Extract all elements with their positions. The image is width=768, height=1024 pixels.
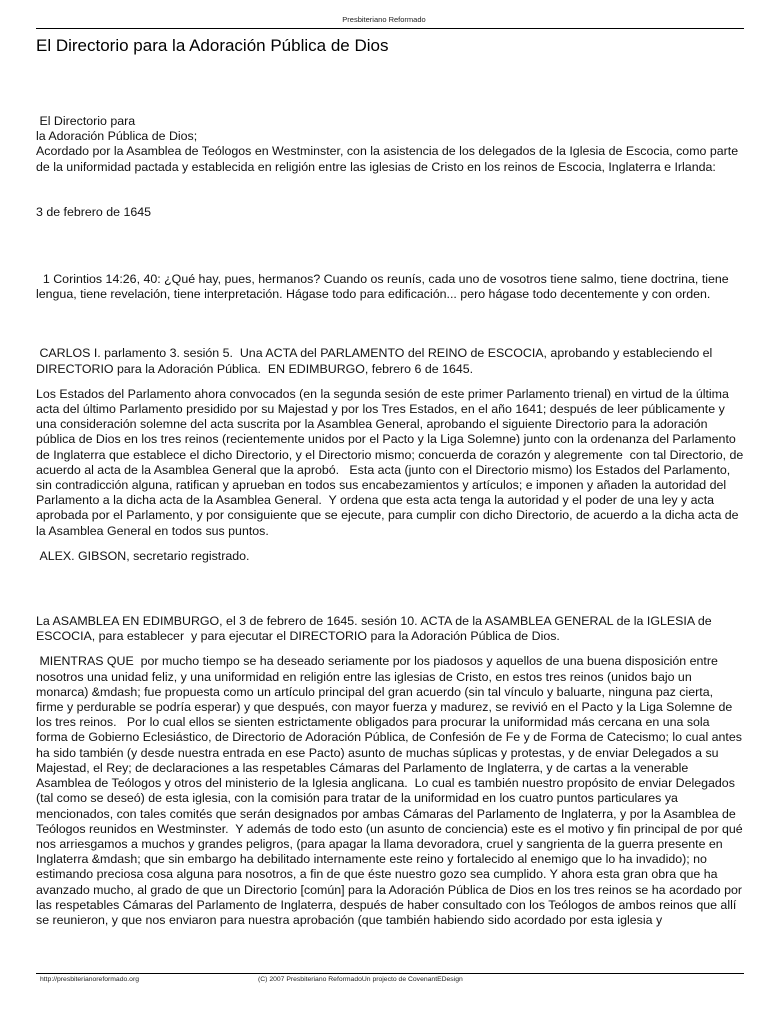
intro-paragraph: El Directorio para la Adoración Pública de Dios; Acordado por la Asamblea de Teólogos en Westminster, con la asistencia de los delegados de la Iglesia de Escocia, como parte de la uniformidad pactada y establecida en religión entre las iglesias de Cristo en los reinos de Escocia, Inglaterra e Irlanda:	[36, 114, 739, 174]
footer-copyright: (C) 2007 Presbiteriano ReformadoUn projecto de CovenantEDesign	[258, 976, 463, 983]
assembly-heading-paragraph: La ASAMBLEA EN EDIMBURGO, el 3 de febrero de 1645. sesión 10. ACTA de la ASAMBLEA GENERAL de la IGLESIA de ESCOCIA, para establecer y para ejecutar el DIRECTORIO para la Adoración Pública de Dios.	[36, 614, 716, 644]
footer-url-link[interactable]: http://presbiterianoreformado.org	[40, 976, 139, 983]
date-paragraph: 3 de febrero de 1645	[36, 204, 152, 219]
assembly-body-paragraph: MIENTRAS QUE por mucho tiempo se ha deseado seriamente por los piadosos y aquellos de una buena disposición entre nosotros una unidad feliz, y una uniformidad en religión entre las iglesias de Cristo, en estos tres reinos (unidos bajo un monarca) &mdash; fue propuesta como un artículo principal del gran acuerdo (sin tal vínculo y baluarte, ninguna paz cierta, firme y perdurable se podría esperar) y que después, con mayor fuerza y madurez, se revivió en el Pacto y la Liga Solemne de los tres reinos. Por lo cual ellos se sienten estrictamente obligados para procurar la uniformidad más cercana en una sola forma de Gobierno Eclesiástico, de Directorio de Adoración Pública, de Confesión de Fe y de Forma de Catecismo; lo cual antes ha sido también (y desde nuestra entrada en ese Pacto) asunto de muchas súplicas y protestas, y de enviar Delegados a su Majestad, el Rey; de declaraciones a las respetables Cámaras del Parlamento de Inglaterra, y de cartas a la venerable Asamblea de Teólogos y otros del ministerio de la Iglesia anglicana. Lo cual es también nuestro propósito de enviar Delegados (tal como se deseó) de esta iglesia, con la comisión para tratar de la uniformidad en los cuatro puntos particulares ya mencionados, con tales comités que serán designados por ambas Cámaras del Parlamento de Inglaterra, y por la Asamblea de Teólogos reunidos en Westminster. Y además de todo esto (un asunto de conciencia) este es el motivo y fin principal de por qué nos arriesgamos a muchos y grandes peligros, (para apagar la llama devoradora, cruel y sangrienta de la guerra presente en Inglaterra &mdash; que sin embargo ha debilitado internamente este reino y fortalecido al enemigo que lo ha invadido); no estimando preciosa cosa alguna para nosotros, a fin de que éste nuestro gozo sea cumplido. Y ahora esta gran obra que ha avanzado mucho, al grado de que un Directorio [común] para la Adoración Pública de Dios en los tres reinos se ha acordado por las respetables Cámaras del Parlamento de Inglaterra, después de haber consultado con los Teólogos de ambos reinos que allí se reunieron, y que nos enviaron para nuestra aprobación (que también habiendo sido acordado por esta iglesia y	[36, 654, 747, 927]
page-title: El Directorio para la Adoración Pública de Dios	[36, 36, 389, 55]
document-content	[36, 114, 747, 928]
header-rule	[36, 28, 744, 29]
scripture-paragraph: 1 Corintios 14:26, 40: ¿Qué hay, pues, hermanos? Cuando os reunís, cada uno de vosotros tiene salmo, tiene doctrina, tiene lengua, tiene revelación, tiene interpretación. Hágase todo para edificación... pero hágase todo decentemente y con orden.	[36, 272, 733, 302]
footer-rule	[36, 973, 744, 974]
act-heading-paragraph: CARLOS I. parlamento 3. sesión 5. Una ACTA del PARLAMENTO del REINO de ESCOCIA, aprobando y estableciendo el DIRECTORIO para la Adoración Pública. EN EDIMBURGO, febrero 6 de 1645.	[36, 346, 716, 376]
signature-paragraph: ALEX. GIBSON, secretario registrado.	[36, 548, 250, 563]
site-header: Presbiteriano Reformado	[342, 15, 426, 24]
act-body-paragraph: Los Estados del Parlamento ahora convocados (en la segunda sesión de este primer Parlamento trienal) en virtud de la última acta del último Parlamento presidido por su Majestad y por los Tres Estados, en el año 1641; después de leer públicamente y una consideración solemne del acta suscrita por la Asamblea General, aprobando el siguiente Directorio para la adoración pública de Dios en los tres reinos (recientemente unidos por el Pacto y la Liga Solemne) junto con la ordenanza del Parlamento de Inglaterra que establece el dicho Directorio, y el Directorio mismo; concuerda de corazón y alegremente con tal Directorio, de acuerdo al acta de la Asamblea General que la aprobó. Esta acta (junto con el Directorio mismo) los Estados del Parlamento, sin contradicción alguna, ratifican y aprueban en todos sus encabezamientos y artículos; e imponen y añaden la autoridad del Parlamento a la dicha acta de la Asamblea General. Y ordena que esta acta tenga la autoridad y el poder de una ley y acta aprobada por el Parlamento, y por consiguiente que se ejecute, para cumplir con dicho Directorio, de acuerdo a la dicha acta de la Asamblea General en todos sus puntos.	[36, 386, 747, 538]
